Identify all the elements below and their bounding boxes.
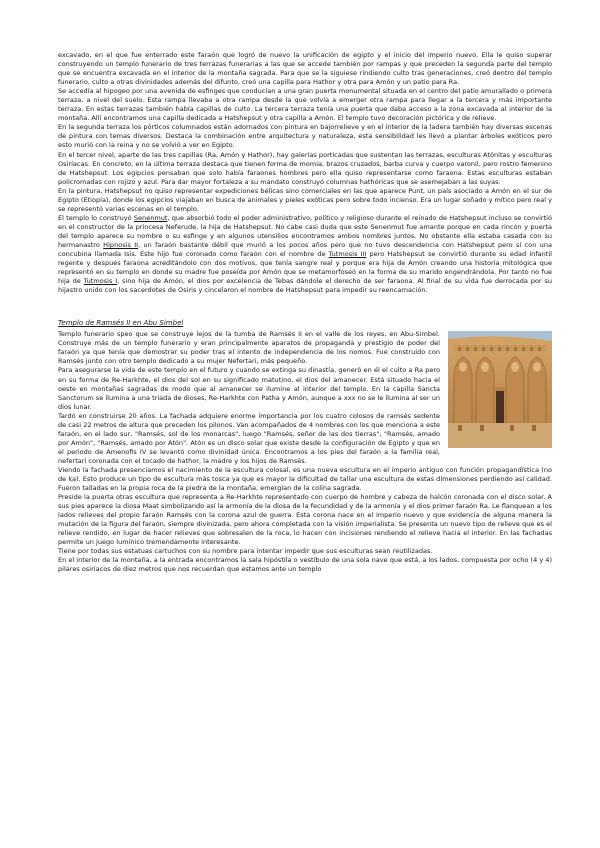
paragraph-text: , un faraón bastante débil que murió a los pocos años pero que no tuvo descendencia con Hatshepsut pero sí con una concubina llamada Isis. Este hijo fue coronado como faraón con el nombre de [58,240,552,259]
paragraph: Templo funerario speo que se construye lejos de la tumba de Ramsés II en el valle de los reyes, en Abu-Simbel. Construye más de un templo funerario y eran principalmente aparatos de propaganda y prestigio de poder del faraón ya que tenía que demostrar su poder tras el intento de independencia de los nomos. Fue construido con Ramsés junto con otro templo dedicado a su mujer Nefertari, más pequeño. [58,330,440,366]
paragraph [58,214,552,295]
paragraph: Para asegurarse la vida de este templo en el futuro y cuando se extinga su dinastía, generó en él el culto a Ra pero en su forma de Re-Harkhte, el dios del sol en su significado matutino, el dios del amanecer. Está situado hacia el oeste en montañas sagradas de modo que al amanecer se ilumine al interior del templo. En la capilla Sancta Sanctorum se ilumina a una triada de dioses, Re-Harkhte con Patha y Amón, aunque a xxx no se le ilumina al ser un dios lunar. [58,366,440,411]
paragraph: En la segunda terraza los pórticos columnados están adornados con pintura en bajorrelieve y en el interior de la ladera también hay diversas escenas de pintura con temas diversos. Destaca la combinación entre arquitectura y naturaleza, esta sensibilidad les llevó a plantar árboles exóticos pero esto murió con la reina y no se volvió a ver en Egipto. [58,123,552,150]
link-senenmut[interactable]: Senenmut [133,213,168,222]
paragraph-text: , sino hija de Amón, el dios por excelencia de Tebas dándole el derecho de ser faraona. Al final de su vida fue derrocada por su hijastro unido con los sacerdotes de Osiris y cincelaron el nombre de Hatshepsut para impedir su reencarnación. [58,277,552,295]
paragraph-text: pero Hatshepsut se convirtió durante su edad infantil regente y después faraona acreditándolo con dos motivos, que tenía sangre real y porque era hija de Amón creando una historia mitológica que representó en su templo en donde su madre fue poseída por Amón que se metamorfoseó en la forma de su marido engendrándola. Por tanto no fue hija de [58,250,552,286]
paragraph: Se accedía al hipogeo por una avenida de esfinges que conducían a una gran puerta monumental situada en el centro del patio amurallado o primera terraza, a nivel del suelo. Esta rampa llevaba a otra rampa desde la que volvía a emerger otra rampa para llegar a la tercera y más importante terraza. En estas terrazas también había capillas de culto. La tercera terraza tenía una puerta que daba acceso a la zona excavada al interior de la montaña. Allí encontramos una capilla dedicada a Hatshepsut y otra capilla a Amón. El templo tuvo decoración pictórica y de relieve. [58,87,552,123]
section-spacer [58,295,552,319]
link-tutmosis-iii[interactable]: Tutmosis III [328,250,367,259]
paragraph: Tiene por todas sus estatuas cartuchos con su nombre para intentar impedir que sus esculturas sean reutilizadas. [58,547,433,556]
link-tutmosis-i[interactable]: Tutmosis I [83,277,118,286]
paragraph: En el tercer nivel, aparte de las tres capillas (Ra, Amón y Hathor), hay galerías porticadas que sustentan las terrazas, esculturas Atónitas y esculturas Osiríacas. En concreto, en la última terraza destaca que tienen forma de momia, brazos cruzados, barba curva y cuerpo varonil, pero rostro femenino de Hatshepsut. Los egipcios pensaban que solo había faraones hombres pero ella quiso representarse como faraona. Estas esculturas estaban policromadas con rojizo y azul. Para dar mayor fortaleza a su mandato construyó columnas hathóricas que se asemejaban a las suyas. [58,150,552,186]
paragraph: Viendo la fachada presenciamos el nacimiento de la escultura colosal, es una nueva escultura en el imperio antiguo con función propagandística (no de ka). Esto produce un tipo de escultura más tosca ya que es mayor la dificultad de tallar una escultura de estas dimensiones perdiendo así calidad. Fueron talladas en la propia roca de la piedra de la montaña, emergían de la colina sagrada. [58,465,552,493]
abu-simbel-photo [448,331,552,448]
paragraph-text: , que absorbió todo el poder administrativo, político y religioso durante el reinado de Hatshepsut incluso se convirtió en el constructor de la princesa Neferude, la hija de Hatshepsut. No cabe casi duda que este Senenmut fue amante porque en cada rincón y puerta del templo aparece su nombre o su esfinge y en algunos utensilios encontramos ambos nombres juntos. No obstante ella estaba casada con su hermanastro [58,213,552,249]
paragraph-text: El templo lo construyó [58,213,134,222]
paragraph: Preside la puerta otras escultura que representa a Re-Harkhte representado con cuerpo de hombre y cabeza de halcón coronada con el disco solar. A sus pies aparece la diosa Maat simbolizando así la armonía de la diosa de la fecundidad y de la armonía y el dios primer faraón Ra. Le flanquean a los lados relieves del propio faraón Ramsés con la corona azul de guerra. Esta corona nace en el imperio nuevo y que evidencia de alguna manera la mutación de la figura del faraón, siempre divinizada, pero ahora completada con la visión imperialista. Se presenta un nuevo tipo de relieve que es el relieve rendido, en lugar de hacer relieves que sobresalen de la roca, lo hacen con incisiones rendiendo el relieve hacia el interior. En las fachadas permite un juego lumínico tremendamente interesante. [58,493,552,547]
paragraph: En la pintura, Hatshepsut no quiso representar expediciones bélicas sino comerciales en las que aparece Punt, un país asociado a Amón en el sur de Egipto (Etiopía), donde los egipcios viajaban en busca de animales y pieles exóticas pero sobre todo incienso. Era un lugar soñado y mítico pero real y se representó varias escenas en el templo. [58,186,552,213]
section-heading: Templo de Ramsés II en Abu Simbel [58,319,184,328]
paragraph: excavado, en el que fue enterrado este faraón que logró de nuevo la unificación de egipto y el inicio del imperio nuevo. Ella le quiso superar construyendo un templo funerario de tres terrazas funerarias a las que se accede también por rampas y que preceden la segunda parte del templo que se encuentra excavada en el interior de la montaña sagrada. Para que se la siguiese rindiendo culto tras generaciones, creó dentro del templo funerario, culto a otras divinidades además del difunto, creó una capilla para Hathor y otra para Amón y un patio para Ra. [58,51,552,87]
abu-simbel-temple-icon [448,331,552,448]
paragraph: Tardó en construirse 20 años. La fachada adquiere enorme importancia por los cuatro colosos de ramsés sedente de casi 22 metros de altura que preceden los pilonos. Van acompañados de 4 nombres con los que menciona a este faraón, en el lado sur, "Ramsés, sol de los monarcas", luego "Ramsés, señor de las dos tierras", "Ramsés, amado por Amón", "Ramsés, amado por Atón". Atón es un disco solar que existe desde la configuración de Egipto y que en el periodo de Amenofis IV se levantó como divinidad única. Encontramos a los pies del faraón a la familia real, nefertari coronada con el tocado de hathor, la madre y los hijos de Ramsés. [58,411,440,465]
link-hipnosis-ii[interactable]: Hipnosis II [103,240,139,249]
paragraph: En el interior de la montaña, a la entrada encontramos la sala hipóstila o vestíbulo de una sola nave que está, a los lados, compuesta por ocho (4 y 4) pilares osiriacos de diez metros que nos recuerdan que estamos ante un templo [58,556,552,574]
